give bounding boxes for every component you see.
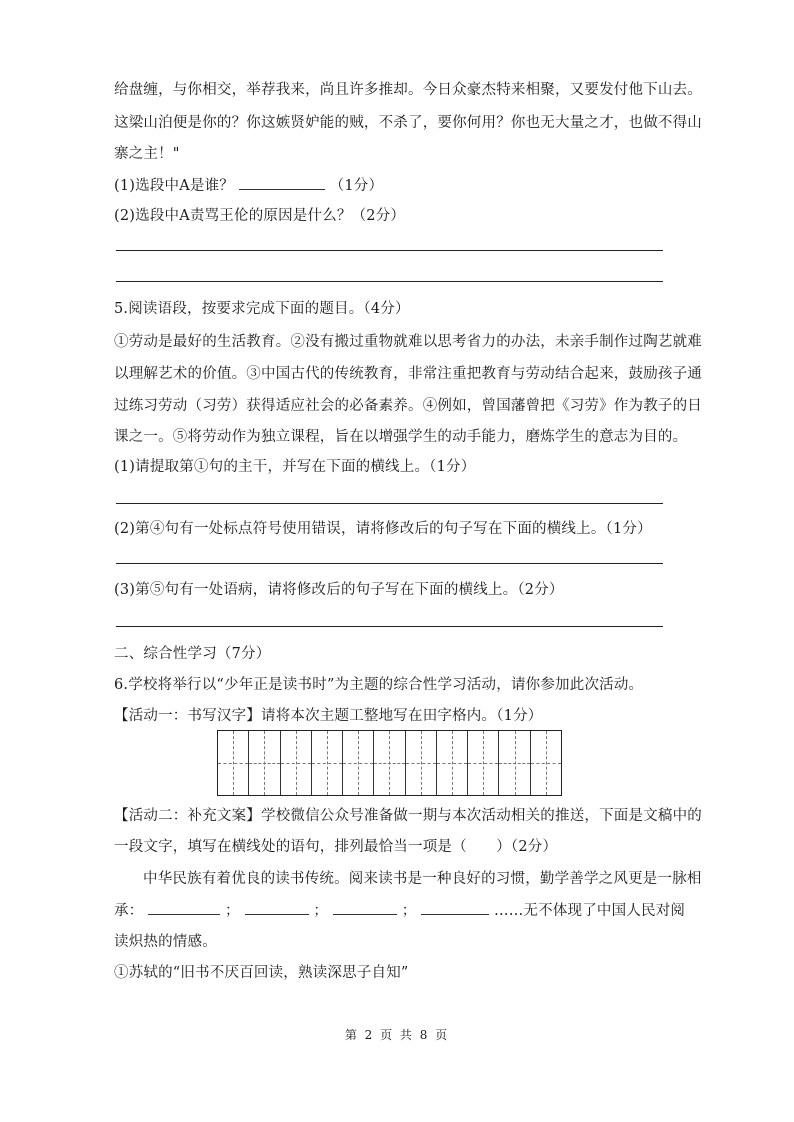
fill-blank-2[interactable] xyxy=(245,900,309,915)
q6-intro: 6.学校将举行以“少年正是读书时”为主题的综合性学习活动，请你参加此次活动。 xyxy=(114,677,644,693)
tianzige-cell[interactable] xyxy=(437,731,468,795)
passage-line-2: 这梁山泊便是你的？你这嫉贤妒能的贼，不杀了，要你何用？你也无大量之才，也做不得山 xyxy=(114,115,702,131)
tianzige-grid xyxy=(217,730,562,796)
q6-activity-2-line-1: 【活动二：补充文案】学校微信公众号准备做一期与本次活动相关的推送，下面是文稿中的 xyxy=(114,808,702,824)
q4-sub1-text: (1)选段中A是谁？ xyxy=(114,178,235,194)
q5-sub3: (3)第⑤句有一处语病，请将修改后的句子写在下面的横线上。（2分） xyxy=(114,582,564,598)
separator: ； xyxy=(313,903,329,919)
tianzige-cell[interactable] xyxy=(468,731,499,795)
fill-blank-1[interactable] xyxy=(148,900,220,915)
answer-line[interactable] xyxy=(116,503,663,504)
q5-para-line-2: 以理解艺术的价值。③中国古代的传统教育，非常注重把教育与劳动结合起来，鼓励孩子通 xyxy=(114,366,702,382)
q4-sub1-score: （1分） xyxy=(329,178,384,194)
q6-text-line-3: 读炽热的情感。 xyxy=(114,934,217,950)
q5-title: 5.阅读语段，按要求完成下面的题目。（4分） xyxy=(114,301,410,317)
tianzige-cell[interactable] xyxy=(218,731,249,795)
answer-line[interactable] xyxy=(116,281,663,282)
q5-para-line-1: ①劳动是最好的生活教育。②没有搬过重物就难以思考省力的办法，未亲手制作过陶艺就难 xyxy=(114,334,702,350)
q6-text-line-2 xyxy=(114,900,685,921)
passage-line-3: 寨之主！" xyxy=(114,146,180,162)
separator: ； xyxy=(401,903,417,919)
page-number: 第 2 页 共 8 页 xyxy=(344,1028,450,1042)
answer-line[interactable] xyxy=(116,626,663,627)
q5-para-line-4: 课之一。⑤将劳动作为独立课程，旨在以增强学生的动手能力，磨炼学生的意志为目的。 xyxy=(114,429,688,445)
fill-blank-4[interactable] xyxy=(421,900,489,915)
tianzige-cell[interactable] xyxy=(281,731,312,795)
answer-line[interactable] xyxy=(116,250,663,251)
q6-text-prefix: 承： xyxy=(114,903,144,919)
tianzige-cell[interactable] xyxy=(406,731,437,795)
q4-sub1 xyxy=(114,175,383,196)
separator: ； xyxy=(225,903,240,919)
section-2-title: 二、综合性学习（7分） xyxy=(114,646,271,662)
tianzige-cell[interactable] xyxy=(531,731,561,795)
passage-line-1: 给盘缠，与你相交，举荐我来，尚且许多推却。今日众豪杰特来相聚，又要发付他下山去。 xyxy=(114,82,702,98)
q4-sub2: (2)选段中A责骂王伦的原因是什么？（2分） xyxy=(114,208,406,224)
q6-option-1: ①苏轼的“旧书不厌百回读，熟读深思子自知” xyxy=(114,965,409,981)
fill-blank-3[interactable] xyxy=(333,900,397,915)
q6-activity-2-line-2: 一段文字，填写在横线处的语句，排列最恰当一项是（ ）（2分） xyxy=(114,839,558,855)
q6-text-suffix: ……无不体现了中国人民对阅 xyxy=(494,903,686,919)
q4-sub1-answer-blank[interactable] xyxy=(239,175,325,190)
q6-text-line-1: 中华民族有着优良的读书传统。阅来读书是一种良好的习惯，勤学善学之风更是一脉相 xyxy=(143,871,702,887)
tianzige-cell[interactable] xyxy=(249,731,280,795)
answer-line[interactable] xyxy=(116,563,663,564)
q6-activity-1: 【活动一：书写汉字】请将本次主题工整地写在田字格内。（1分） xyxy=(114,708,543,724)
tianzige-cell[interactable] xyxy=(374,731,405,795)
tianzige-cell[interactable] xyxy=(312,731,343,795)
q5-sub1: (1)请提取第①句的主干，并写在下面的横线上。（1分） xyxy=(114,459,476,475)
tianzige-cell[interactable] xyxy=(343,731,374,795)
tianzige-cell[interactable] xyxy=(499,731,530,795)
q5-para-line-3: 过练习劳动（习劳）获得适应社会的必备素养。④例如，曾国藩曾把《习劳》作为教子的日 xyxy=(114,398,702,414)
q5-sub2: (2)第④句有一处标点符号使用错误，请将修改后的句子写在下面的横线上。（1分） xyxy=(114,521,652,537)
